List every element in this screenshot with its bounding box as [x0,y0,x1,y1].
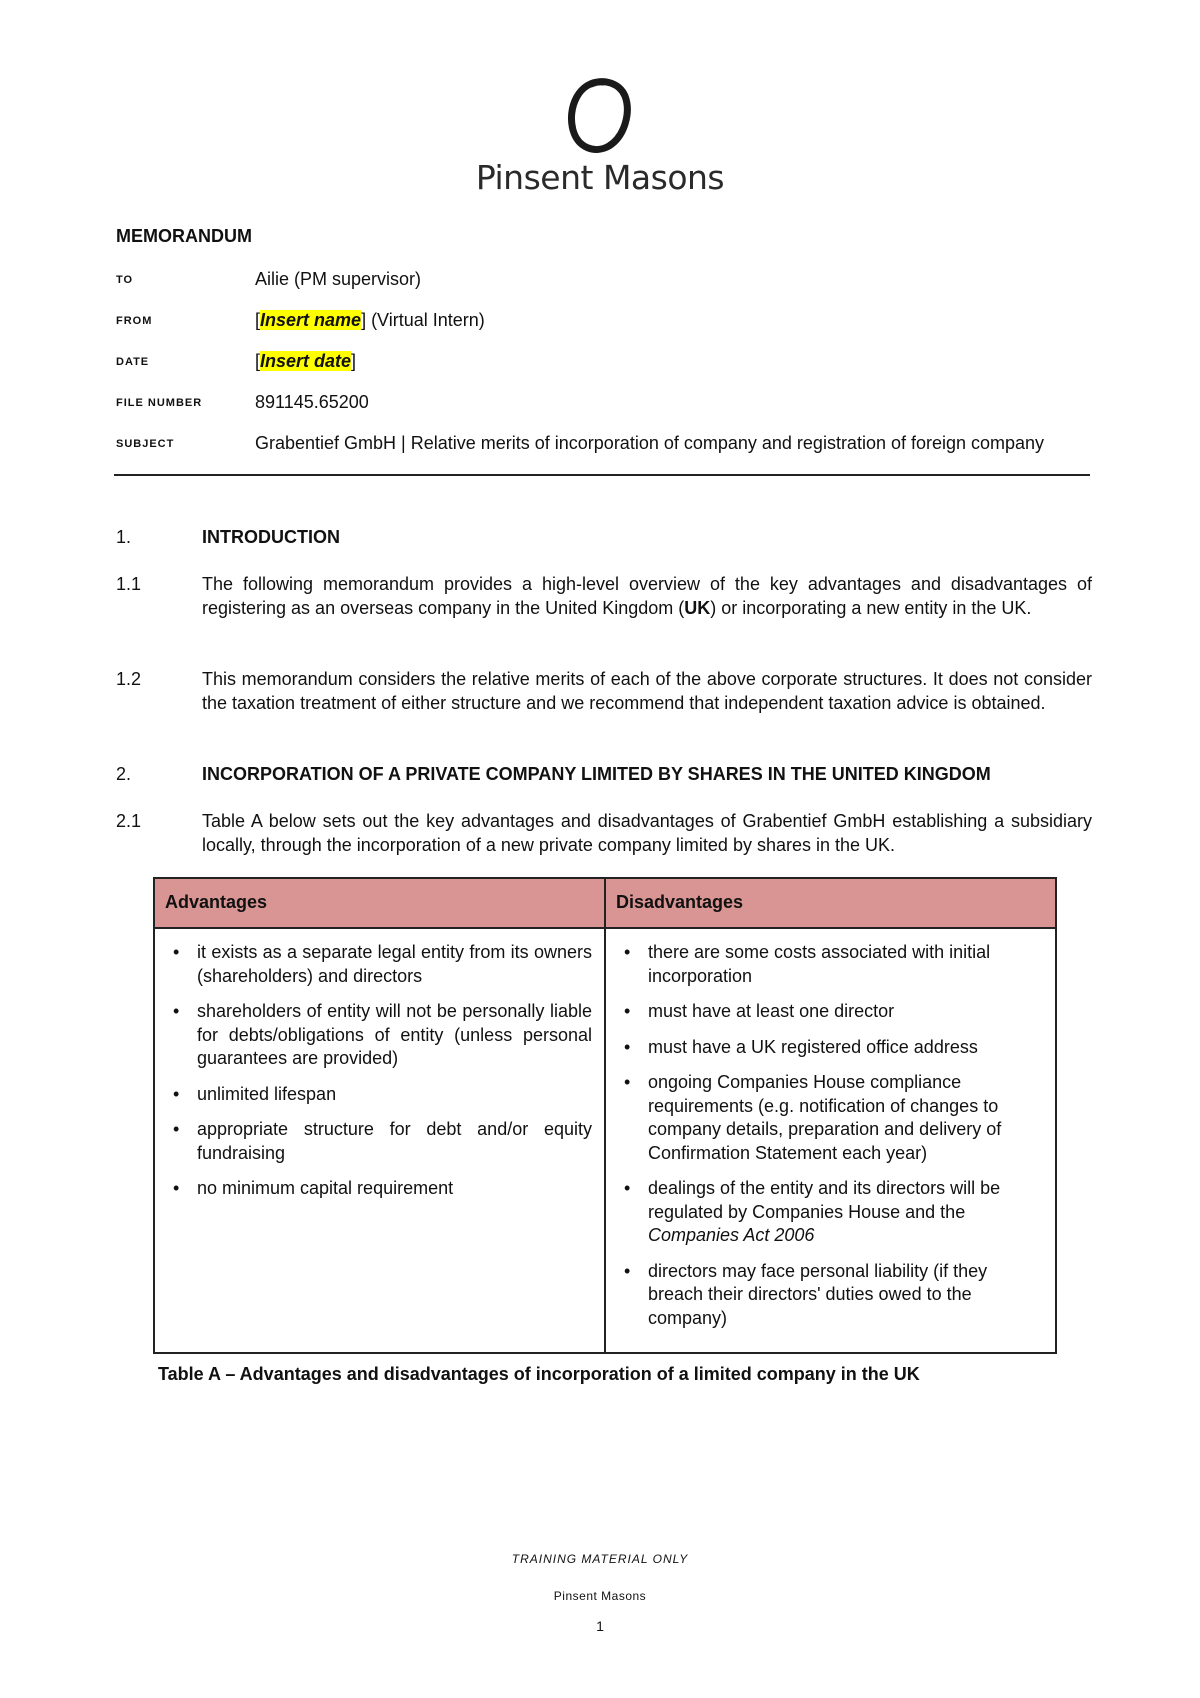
uk-defined-term: UK [684,597,711,618]
companies-act-reference: Companies Act 2006 [648,1225,815,1245]
list-item: • no minimum capital requirement [173,1178,454,1198]
from-value: [Insert name] (Virtual Intern) [255,310,485,330]
memo-title: MEMORANDUM [116,226,252,246]
advantages-header: Advantages [154,878,605,928]
training-material-notice: TRAINING MATERIAL ONLY [511,1552,689,1566]
date-value: [Insert date] [255,351,357,371]
list-item: • unlimited lifespan [173,1083,337,1104]
list-item: • there are some costs associated with initial incorporation [624,942,991,986]
footer-firm-name: Pinsent Masons [553,1589,647,1603]
list-item: • directors may face personal liability (if they breach their directors' duties owed to the company) [624,1260,988,1328]
insert-date-placeholder: Insert date [260,351,352,371]
list-item: • it exists as a separate legal entity from its owners (shareholders) and directors [173,942,592,986]
header-divider [114,474,1090,476]
logo-wordmark: Pinsent Masons [475,158,725,197]
list-item: • ongoing Companies House compliance requirements (e.g. notification of changes to company details, preparation and delivery of Confirmation Statement each year) [624,1072,1002,1163]
list-item: • shareholders of entity will not be personally liable for debts/obligations of entity (unless personal guarantees are provided) [173,1001,592,1068]
to-label: TO [116,274,134,286]
paragraph-1-1: 1.1 The following memorandum provides a high-level overview of the key advantages and disadvantages of registering as an overseas company in the United Kingdom (UK) or incorporating a new entity in the UK. [116,574,1092,618]
insert-name-placeholder: Insert name [260,310,362,330]
subject-label: SUBJECT [116,438,175,450]
date-label: DATE [116,356,150,368]
table-a [153,877,1057,1354]
file-number-value: 891145.65200 [255,392,369,412]
disadvantages-cell [605,928,1056,1353]
firm-logo [0,78,1200,197]
advantages-cell [154,928,605,1353]
list-item: • dealings of the entity and its directors will be regulated by Companies House and the Companies Act 2006 [624,1178,1001,1245]
from-label: FROM [116,315,153,327]
paragraph-1-2: 1.2 This memorandum considers the relative merits of each of the above corporate structures. It does not consider the taxation treatment of either structure and we recommend that independent taxation advice is obtained. [116,669,1092,713]
paragraph-2-1: 2.1 Table A below sets out the key advantages and disadvantages of Grabentief GmbH establishing a subsidiary locally, through the incorporation of a new private company limited by shares in the UK. [116,811,1092,855]
table-caption: Table A – Advantages and disadvantages of incorporation of a limited company in the UK [158,1364,920,1384]
logo-mark-icon [565,78,635,154]
list-item: • appropriate structure for debt and/or equity fundraising [173,1119,592,1163]
to-value: Ailie (PM supervisor) [255,269,422,289]
list-item: • must have at least one director [624,1001,895,1021]
list-item: • must have a UK registered office address [624,1036,978,1057]
subject-value: Grabentief GmbH | Relative merits of incorporation of company and registration of foreign company [255,433,1045,453]
file-number-label: FILE NUMBER [116,397,203,409]
page-number: 1 [596,1618,604,1634]
section-2-heading: 2. INCORPORATION OF A PRIVATE COMPANY LIMITED BY SHARES IN THE UNITED KINGDOM [116,764,991,784]
disadvantages-header: Disadvantages [605,878,1056,928]
section-1-heading: 1. INTRODUCTION [116,527,340,547]
